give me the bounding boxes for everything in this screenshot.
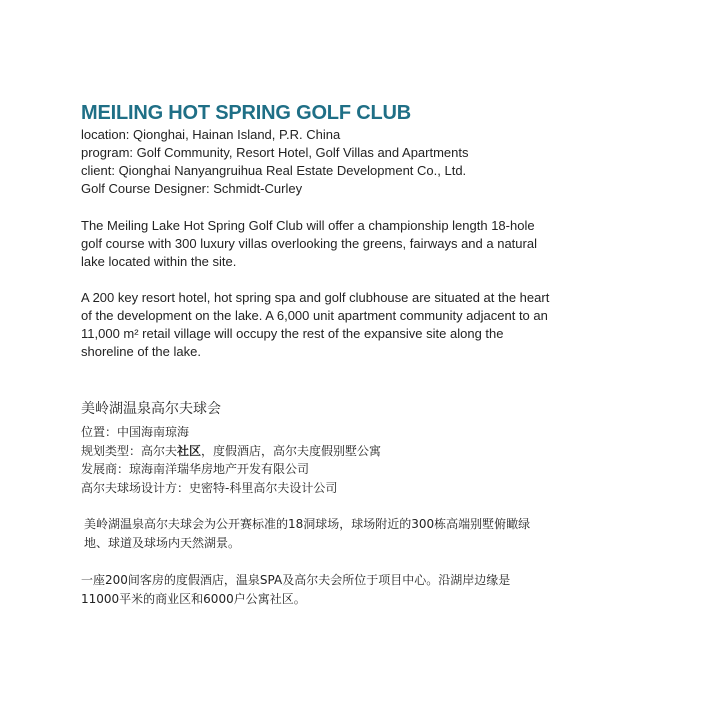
- english-paragraph-1: The Meiling Lake Hot Spring Golf Club will offer a championship length 18-hole golf course with 300 luxury villas overlooking the greens, fairways and a natural lake located within the site.: [81, 218, 537, 269]
- chinese-paragraph-1: 美岭湖温泉高尔夫球会为公开赛标准的18洞球场，球场附近的300栋高端别墅俯瞰绿地、球道及球场内天然湖景。: [84, 517, 531, 550]
- english-paragraph-2: A 200 key resort hotel, hot spring spa and golf clubhouse are situated at the heart of the development on the lake. A 6,000 unit apartment community adjacent to an 11,000 m² retail village will occupy the rest of the expansive site along the shoreline of the lake.: [81, 290, 550, 359]
- document-content: [81, 102, 661, 609]
- chinese-program-suffix: ，度假酒店，高尔夫度假别墅公寓: [201, 443, 382, 458]
- location-line: location: Qionghai, Hainan Island, P.R. China: [81, 127, 341, 142]
- chinese-program-line: [81, 442, 661, 461]
- chinese-paragraph-2: 一座200间客房的度假酒店，温泉SPA及高尔夫会所位于项目中心。沿湖岸边缘是11000平米的商业区和6000户公寓社区。: [81, 573, 511, 606]
- chinese-program-prefix: 规划类型：高尔夫: [81, 443, 178, 458]
- chinese-location-line: 位置：中国海南琼海: [81, 425, 190, 439]
- project-title: MEILING HOT SPRING GOLF CLUB: [81, 102, 411, 124]
- chinese-developer-line: 发展商：琼海南洋瑞华房地产开发有限公司: [81, 462, 310, 476]
- project-meta: [81, 126, 661, 198]
- chinese-meta: [81, 423, 661, 497]
- program-line: program: Golf Community, Resort Hotel, Golf Villas and Apartments: [81, 145, 469, 160]
- chinese-program-bold: 社区: [177, 443, 202, 458]
- client-line: client: Qionghai Nanyangruihua Real Estate Development Co., Ltd.: [81, 163, 467, 178]
- chinese-title: 美岭湖温泉高尔夫球会: [81, 401, 221, 417]
- designer-line: Golf Course Designer: Schmidt-Curley: [81, 181, 303, 196]
- chinese-designer-line: 高尔夫球场设计方：史密特-科里高尔夫设计公司: [81, 480, 338, 495]
